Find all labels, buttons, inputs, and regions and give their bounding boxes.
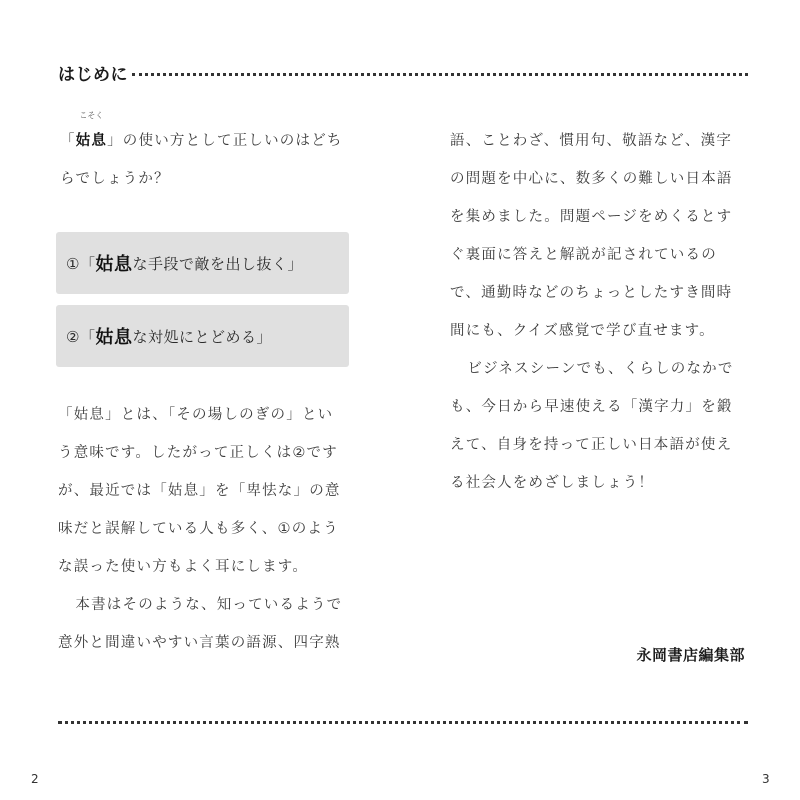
body-line: る社会人をめざしましょう！ xyxy=(450,475,655,491)
option-2-word: 姑息 xyxy=(95,327,133,348)
option-1 xyxy=(56,232,349,294)
signature: 永岡書店編集部 xyxy=(636,646,745,664)
body-line: ぐ裏面に答えと解説が記されているの xyxy=(450,247,717,263)
furigana: こそく xyxy=(79,111,104,120)
question-rest: 」の使い方として正しいのはどち xyxy=(107,133,343,149)
option-2 xyxy=(56,305,349,367)
option-1-rest: な手段で敵を出し抜く」 xyxy=(132,254,303,273)
body-line: う意味です。したがって正しくは②です xyxy=(58,445,338,461)
body-line: を集めました。問題ページをめくるとす xyxy=(450,209,733,225)
body-line: ビジネスシーンでも、くらしのなかで xyxy=(467,361,734,377)
right-body-text xyxy=(450,122,750,502)
body-line: が、最近では「姑息」を「卑怯な」の意 xyxy=(58,483,341,499)
section-header xyxy=(58,59,748,85)
option-2-prefix: ②「 xyxy=(66,327,96,346)
option-2-rest: な対処にとどめる」 xyxy=(132,327,272,346)
question-line-1: 「 こそく 姑息」の使い方として正しいのはどち xyxy=(60,122,360,160)
left-body-text xyxy=(58,396,358,662)
body-line: な誤った使い方もよく耳にします。 xyxy=(58,559,309,575)
body-line: えて、自身を持って正しい日本語が使え xyxy=(450,437,733,453)
body-line: 本書はそのような、知っているようで xyxy=(75,597,343,613)
body-line: で、通勤時などのちょっとしたすき間時 xyxy=(450,285,733,301)
page-number-right: 3 xyxy=(762,772,770,786)
body-line: 間にも、クイズ感覚で学び直せます。 xyxy=(450,323,715,339)
dotted-divider-bottom xyxy=(58,721,748,724)
question-line-2: らでしょうか？ xyxy=(60,171,170,187)
page-title: はじめに xyxy=(58,64,128,85)
body-line: 「姑息」とは、「その場しのぎの」とい xyxy=(58,407,334,423)
option-1-prefix: ①「 xyxy=(66,254,96,273)
body-line: 語、ことわざ、慣用句、敬語など、漢字 xyxy=(450,133,733,149)
dotted-divider-top xyxy=(132,73,748,76)
body-line: の問題を中心に、数多くの難しい日本語 xyxy=(450,171,733,187)
question-word-text: 姑息 xyxy=(75,133,108,149)
question-word xyxy=(75,111,108,160)
option-1-word: 姑息 xyxy=(95,254,133,275)
body-line: 意外と間違いやすい言葉の語源、四字熟 xyxy=(58,635,341,651)
body-line: 味だと誤解している人も多く、①のよう xyxy=(58,521,339,537)
page-number-left: 2 xyxy=(31,772,39,786)
question-text xyxy=(60,111,360,198)
body-line: も、今日から早速使える「漢字力」を鍛 xyxy=(450,399,733,415)
